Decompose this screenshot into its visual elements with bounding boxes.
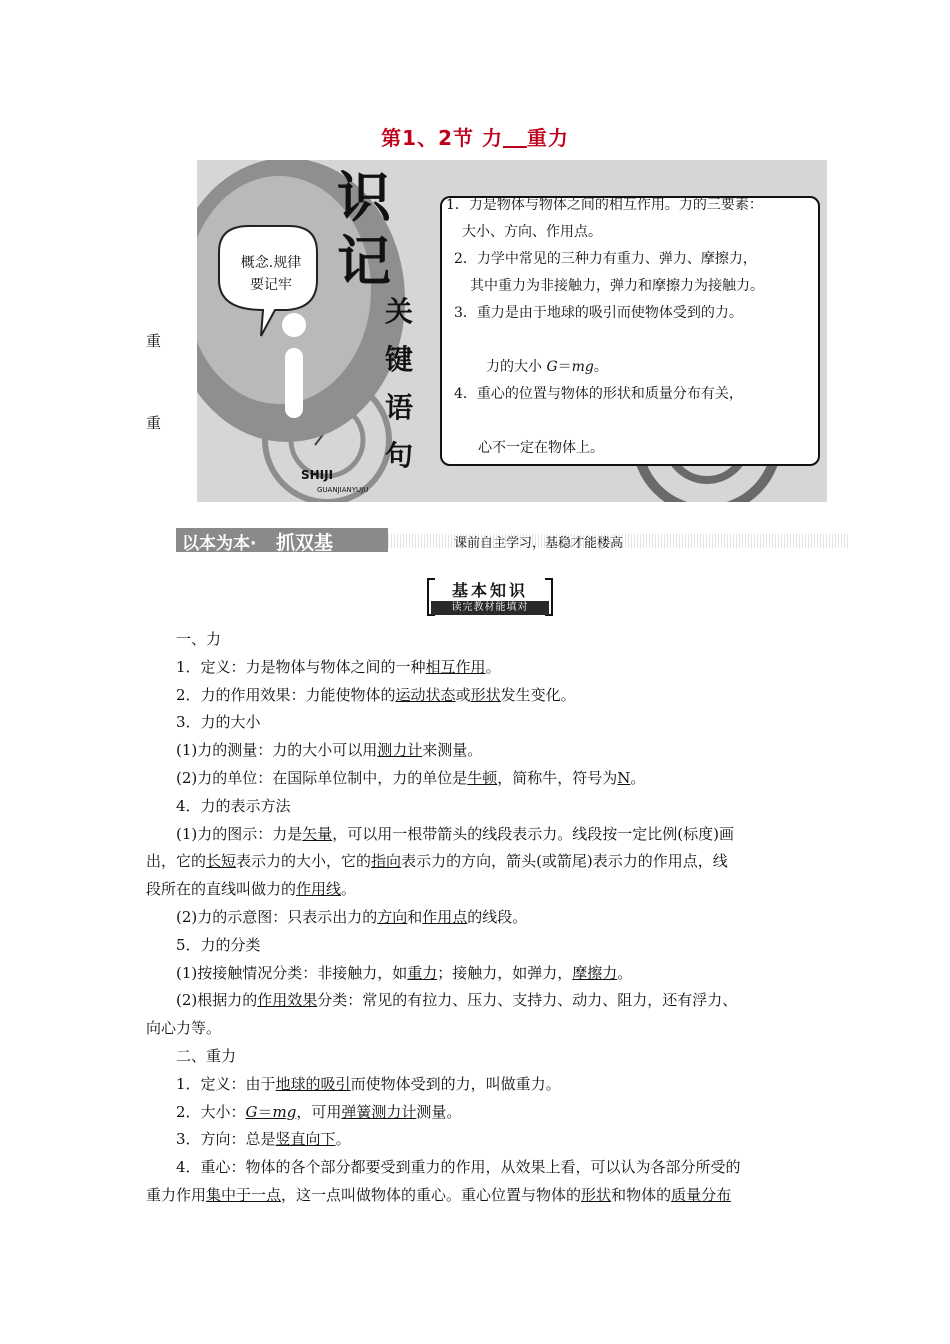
bubble-text: 概念.规律 要记牢 xyxy=(240,255,302,293)
paragraph: (1)力的图示：力是矢量，可以用一根带箭头的线段表示力。线段按一定比例(标度)画 xyxy=(176,824,734,843)
paragraph: 2．大小：G＝mg，可用弹簧测力计测量。 xyxy=(176,1102,462,1121)
paragraph: (1)按接触情况分类：非接触力，如重力；接触力，如弹力，摩擦力。 xyxy=(176,963,633,982)
brand-text: SHIJI xyxy=(301,468,334,482)
paragraph: (2)力的单位：在国际单位制中，力的单位是牛顿，简称牛，符号为N。 xyxy=(176,768,646,787)
key-points-box xyxy=(440,196,820,466)
key-point: 1．力是物体与物体之间的相互作用。力的三要素： xyxy=(446,197,763,213)
paragraph: 2．力的作用效果：力能使物体的运动状态或形状发生变化。 xyxy=(176,685,576,704)
key-point: 4．重心的位置与物体的形状和质量分布有关， xyxy=(454,386,743,402)
key-point: 3．重力是由于地球的吸引而使物体受到的力。 xyxy=(454,305,743,321)
key-point: 其中重力为非接触力，弹力和摩擦力为接触力。 xyxy=(470,278,764,294)
section-heading: 一、力 xyxy=(176,630,222,648)
paragraph: 4．力的表示方法 xyxy=(176,796,291,815)
side-label: 重 xyxy=(146,414,162,432)
key-point: 力的大小 G＝mg。 xyxy=(486,359,608,375)
paragraph: 5．力的分类 xyxy=(176,935,261,954)
vertical-title: 关 键 语 句 xyxy=(385,295,414,472)
key-point: 2．力学中常见的三种力有重力、弹力、摩擦力， xyxy=(454,251,757,267)
paragraph: 重力作用集中于一点，这一点叫做物体的重心。重心位置与物体的形状和物体的质量分布 xyxy=(146,1185,732,1204)
section-bar-title: 以本为本· 抓双基 xyxy=(176,528,388,552)
paragraph: 3．力的大小 xyxy=(176,713,261,732)
paragraph: 3．方向：总是竖直向下。 xyxy=(176,1130,351,1149)
paragraph: 4．重心：物体的各个部分都要受到重力的作用，从效果上看，可以认为各部分所受的 xyxy=(176,1158,741,1177)
paragraph: (2)力的示意图：只表示出力的方向和作用点的线段。 xyxy=(176,907,528,926)
paragraph: 1．定义：由于地球的吸引而使物体受到的力，叫做重力。 xyxy=(176,1074,561,1093)
side-label: 重 xyxy=(146,332,162,350)
basic-knowledge-badge: 基本知识 读完教材能填对 xyxy=(427,578,553,616)
page-title: 第1、2节 力 重力 xyxy=(381,126,569,150)
key-point: 心不一定在物体上。 xyxy=(478,440,604,456)
section-bar-subtitle: 课前自主学习，基稳才能楼高 xyxy=(454,536,624,551)
brand-subtext: GUANJIANYUJU xyxy=(317,486,369,494)
paragraph: 1．定义：力是物体与物体之间的一种相互作用。 xyxy=(176,657,501,676)
paragraph: 出，它的长短表示力的大小，它的指向表示力的方向，箭头(或箭尾)表示力的作用点，线 xyxy=(146,852,728,871)
key-point: 大小、方向、作用点。 xyxy=(462,224,602,240)
big-title-chars: 识 记 xyxy=(337,166,391,293)
paragraph: (1)力的测量：力的大小可以用测力计来测量。 xyxy=(176,741,483,760)
section-bar xyxy=(176,528,848,552)
paragraph: 段所在的直线叫做力的作用线。 xyxy=(146,880,357,899)
paragraph: (2)根据力的作用效果分类：常见的有拉力、压力、支持力、动力、阻力，还有浮力、 xyxy=(176,991,738,1010)
paragraph: 向心力等。 xyxy=(146,1019,222,1038)
content-body xyxy=(146,626,810,1210)
section-heading: 二、重力 xyxy=(176,1046,237,1065)
